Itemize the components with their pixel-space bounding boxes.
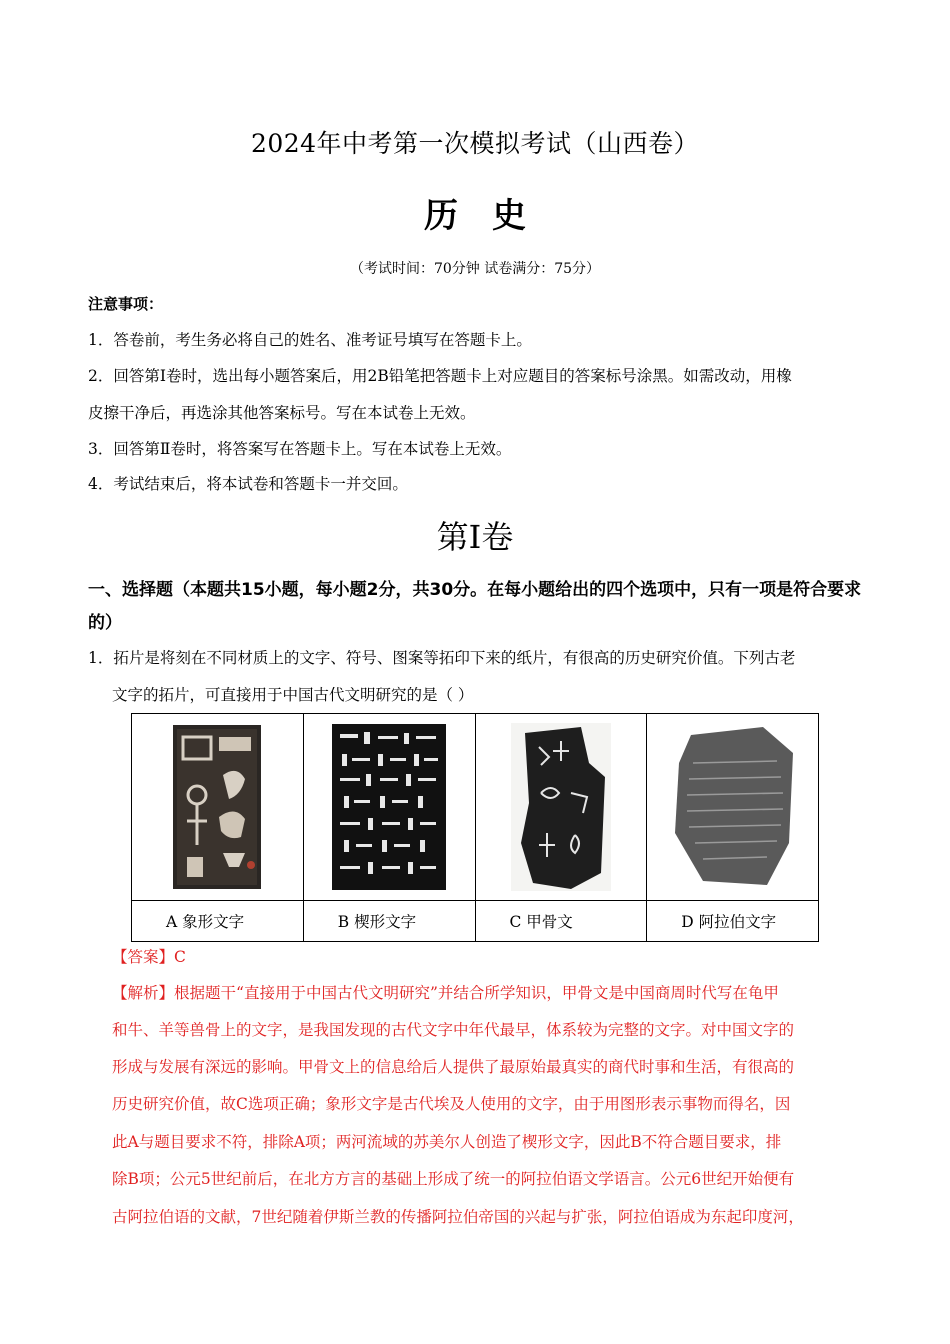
option-b-label: B 楔形文字 [303, 901, 475, 942]
question-stem: 1．拓片是将刻在不同材质上的文字、符号、图案等拓印下来的纸片，有很高的历史研究价值。下列古老 [88, 649, 796, 667]
analysis-line [112, 981, 862, 1003]
analysis-tag: 【解析】 [112, 984, 175, 1002]
notice-heading: 注意事项： [88, 295, 164, 313]
section-description: 一、选择题（本题共15小题，每小题2分，共30分。在每小题给出的四个选项中，只有一项是符合要求的） [88, 580, 862, 633]
arabic-rubbing-image [667, 723, 799, 891]
analysis-line: 历史研究价值，故C选项正确；象形文字是古代埃及人使用的文字，由于用图形表示事物而得名，因 [112, 1095, 791, 1113]
option-a-image-cell [132, 714, 304, 901]
exam-time-info: （考试时间：70分钟 试卷满分：75分） [349, 261, 601, 277]
analysis-line: 此A与题目要求不符，排除A项；两河流域的苏美尔人创造了楔形文字，因此B不符合题目要求，排 [112, 1133, 782, 1151]
option-d-image-cell [647, 714, 819, 901]
option-d-label: D 阿拉伯文字 [647, 901, 819, 942]
analysis-line: 除B项；公元5世纪前后，在北方方言的基础上形成了统一的阿拉伯语文学语言。公元6世纪开始便有 [112, 1170, 795, 1188]
exam-title: 2024年中考第一次模拟考试（山西卷） [250, 129, 700, 158]
subject-title: 历史 [424, 196, 560, 236]
cuneiform-rubbing-image [332, 724, 446, 890]
analysis-line: 形成与发展有深远的影响。甲骨文上的信息给后人提供了最原始最真实的商代时事和生活，有很高的 [112, 1058, 795, 1076]
analysis-line: 古阿拉伯语的文献，7世纪随着伊斯兰教的传播阿拉伯帝国的兴起与扩张，阿拉伯语成为东起印度河， [112, 1208, 804, 1226]
options-table [131, 713, 819, 942]
option-c-image-cell [475, 714, 647, 901]
answer-value: C [174, 948, 186, 966]
answer-line [112, 945, 186, 967]
notice-item: 皮擦干净后，再选涂其他答案标号。写在本试卷上无效。 [88, 404, 476, 422]
answer-tag: 【答案】 [112, 948, 175, 966]
question-stem: 文字的拓片，可直接用于中国古代文明研究的是（ ） [112, 686, 474, 704]
option-c-label: C 甲骨文 [475, 901, 647, 942]
option-a-label: A 象形文字 [132, 901, 304, 942]
notice-item: 1．答卷前，考生务必将自己的姓名、准考证号填写在答题卡上。 [88, 331, 532, 349]
notice-item: 3．回答第Ⅱ卷时，将答案写在答题卡上。写在本试卷上无效。 [88, 440, 512, 458]
section-title: 第Ⅰ卷 [436, 518, 514, 556]
notice-item: 4．考试结束后，将本试卷和答题卡一并交回。 [88, 475, 408, 493]
analysis-text: 根据题干“直接用于中国古代文明研究”并结合所学知识，甲骨文是中国商周时代写在龟甲 [174, 984, 779, 1002]
option-b-image-cell [303, 714, 475, 901]
notice-item: 2．回答第Ⅰ卷时，选出每小题答案后，用2B铅笔把答题卡上对应题目的答案标号涂黑。如需改动，用橡 [88, 367, 792, 385]
hieroglyph-rubbing-image [173, 725, 261, 889]
analysis-line: 和牛、羊等兽骨上的文字，是我国发现的古代文字中年代最早，体系较为完整的文字。对中国文字的 [112, 1021, 795, 1039]
oracle-bone-rubbing-image [511, 723, 611, 891]
